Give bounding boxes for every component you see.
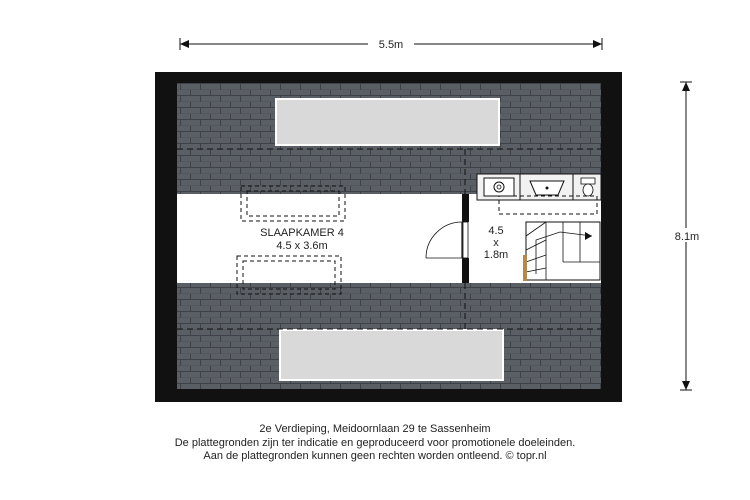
height-label: 8.1m [674,231,700,243]
interior-wall-upper [462,194,469,222]
skylight-top [276,99,499,145]
skylight-bottom [280,330,503,380]
washing-machine-icon [484,178,514,196]
bedroom-name: SLAAPKAMER 4 [260,227,344,239]
width-label: 5.5m [378,39,404,51]
caption-title: 2e Verdieping, Meidoornlaan 29 te Sassenheim [259,423,491,435]
plan-caption [0,423,750,464]
caption-disclaimer: De plattegronden zijn ter indicatie en geproduceerd voor promotionele doeleinden. [174,436,576,449]
height-dimension [666,82,708,390]
stair-railing [523,255,527,281]
interior-wall-lower [462,258,469,283]
caption-rights: Aan de plattegronden kunnen geen rechten worden ontleend. © topr.nl [203,450,547,462]
bedroom-size: 4.5 x 3.6m [276,240,328,252]
door-frame [463,222,468,258]
sink-icon [530,181,564,195]
staircase [523,222,600,281]
landing-size-line1: 4.5 [488,225,504,237]
landing-size-line2: x [493,237,499,249]
width-dimension [180,36,602,51]
landing-size-line3: 1.8m [483,249,509,261]
